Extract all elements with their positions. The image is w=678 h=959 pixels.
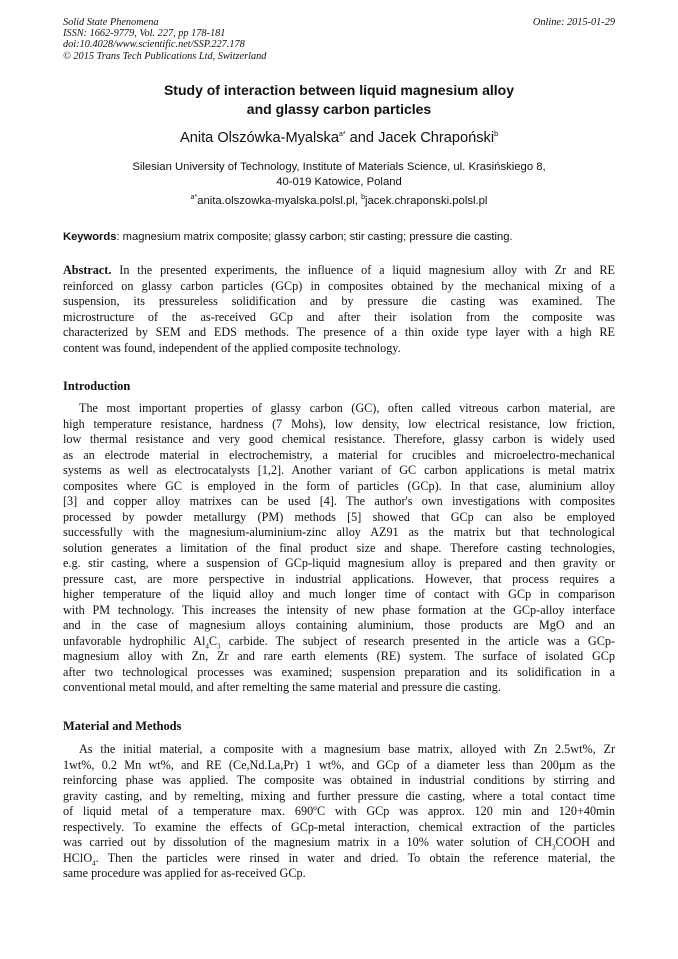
abstract-line: reinforced on glassy carbon particles (GCp) in composites obtained by the mechanical mixing of a [63,278,615,293]
intro-line: and in the case of magnesium alloys containing aluminium, those products are MgO and an [63,618,615,632]
intro-line: after two technological processes was examined; suspension preparation and its solidification in a [63,664,615,679]
methods-text: COOH and [555,835,615,849]
intro-line: e.g. stir casting, where a suspension of GCp-liquid magnesium alloy is prepared and then gravity or [63,556,615,570]
subscript: 4 [205,641,209,650]
abstract-line: microstructure of the as-received GCp and after their isolation from the composite was [63,309,615,324]
author-1-mark: a* [338,131,346,139]
intro-text: unfavorable hydrophilic Al [63,633,206,648]
methods-line [63,835,615,851]
email-b: jacek.chraponski.polsl.pl [364,195,488,207]
issn-line: ISSN: 1662-9779, Vol. 227, pp 178-181 [63,28,226,40]
subscript: 3 [551,843,556,852]
intro-line: solution generates a limitation of the final product size and shape. Therefore casting technologies, [63,540,615,555]
email-a-mark: a* [190,194,198,202]
methods-line: same procedure was applied for as-received GCp. [63,866,306,880]
keywords-label: Keywords [63,231,117,243]
email-b-mark: b [361,194,365,202]
subscript: 4 [92,858,96,867]
methods-line: respectively. To examine the effects of GCp-metal interaction, chemical extraction of the particles [63,819,615,834]
intro-line: as an electrode material in electrochemistry, a material for crucibles and microelectro-mechanical [63,447,615,462]
author-1: Anita Olszówka-Myalska [180,130,339,146]
methods-line: gravity casting, and by remelting, mixing and further pressure die casting, where a total contact time [63,788,615,803]
affiliation [63,160,615,190]
paper-title [63,81,615,119]
intro-line: conventional metal mould, and after remelting the same material and pressure die casting. [63,680,501,694]
methods-text: was carried out by dissolution of the magnesium matrix in a 10% water solution of CH [63,835,552,849]
online-date: Online: 2015-01-29 [532,17,615,28]
methods-line: of liquid metal of a temperature max. 690ºC with GCp was approx. 120 min and 120+40min [63,804,615,818]
journal-header [63,17,615,62]
abstract-text: In the presented experiments, the influence of a liquid magnesium alloy with Zr and RE [111,263,615,277]
methods-body [63,742,615,882]
methods-line: 1wt%, 0.2 Mn wt%, and RE (Ce,Nd.La,Pr) 1 wt%, and GCp of a diameter less than 200µm as the [63,757,615,772]
intro-text: carbide. The subject of research presented in the article was a GCp- [220,633,616,648]
author-2: Jacek Chrapoński [378,130,495,146]
intro-line: magnesium alloy with Zn, Zr and rare earth elements (RE) system. The surface of isolated GCp [63,649,615,663]
author-2-mark: b [494,131,498,139]
doi-line: doi:10.4028/www.scientific.net/SSP.227.178 [63,39,245,51]
abstract-label: Abstract. [63,263,112,277]
subscript: 3 [217,641,221,650]
author-list [63,130,615,146]
intro-line: higher temperature of the liquid alloy and much longer time of contact with GCp in comparison [63,587,615,601]
affiliation-line-1: Silesian University of Technology, Institute of Materials Science, ul. Krasińskiego 8, [132,161,546,173]
abstract-line: content was found, independent of the applied composite technology. [63,340,401,355]
abstract-line [63,263,615,279]
methods-heading: Material and Methods [63,719,182,733]
title-line-2: and glassy carbon particles [246,101,432,117]
journal-name: Solid State Phenomena [63,17,159,28]
methods-line: As the initial material, a composite with a magnesium base matrix, alloyed with Zn 2.5wt%, Zr [79,742,615,756]
intro-line: pressure cast, are more perspective in industrial applications. However, that process requires a [63,571,615,586]
copyright-line: © 2015 Trans Tech Publications Ltd, Switzerland [63,50,267,62]
methods-text: . Then the particles were rinsed in water and dried. To obtain the reference material, the [95,850,615,865]
affiliation-line-2: 40-019 Katowice, Poland [276,176,402,188]
methods-line [63,851,615,867]
title-line-1: Study of interaction between liquid magnesium alloy [163,82,515,98]
intro-line: successfully with the magnesium-aluminium-zinc alloy AZ91 as the matrix but that technological [63,525,615,539]
intro-text: C [208,633,217,648]
abstract-line: characterized by SEM and EDS methods. The presence of a thin oxide type layer with a high RE [63,325,615,339]
intro-line: [3] and copper alloy matrixes can be used [4]. The author's own investigations with composites [63,494,615,508]
intro-line: processed by powder metallurgy (PM) methods [5] showed that GCp can also be employed [63,509,615,524]
author-conjunction: and [345,130,379,146]
intro-line [63,634,615,650]
abstract-line: suspension, its pressureless solidification and by pressure die casting was examined. The [63,294,615,308]
introduction-body [63,401,615,696]
keywords [63,231,615,243]
author-emails [63,195,615,207]
intro-line: with PM technology. This increases the intensity of new phase formation at the GCp-alloy interface [63,602,615,617]
intro-line: The most important properties of glassy carbon (GC), often called vitreous carbon material, are [79,401,615,415]
intro-line: low thermal resistance and very good chemical resistance. Therefore, glassy carbon is widely used [63,432,615,446]
intro-line: systems as well as electrocatalysts [1,2]. Another variant of GC carbon applications is metal matrix [63,463,615,477]
methods-text: HClO [63,850,93,865]
intro-line: composites where GC is employed in the form of particles (GCp). In that case, aluminium alloy [63,478,615,493]
abstract [63,263,615,356]
introduction-heading: Introduction [63,379,131,393]
methods-line: reinforcing phase was applied. The composite was obtained in industrial conditions by stirring and [63,773,615,787]
keywords-text: : magnesium matrix composite; glassy carbon; stir casting; pressure die casting. [116,231,513,243]
email-a: anita.olszowka-myalska.polsl.pl, [197,195,362,207]
intro-line: high temperature resistance, hardness (7 Mohs), low density, low electrical resistance, low friction, [63,416,615,431]
